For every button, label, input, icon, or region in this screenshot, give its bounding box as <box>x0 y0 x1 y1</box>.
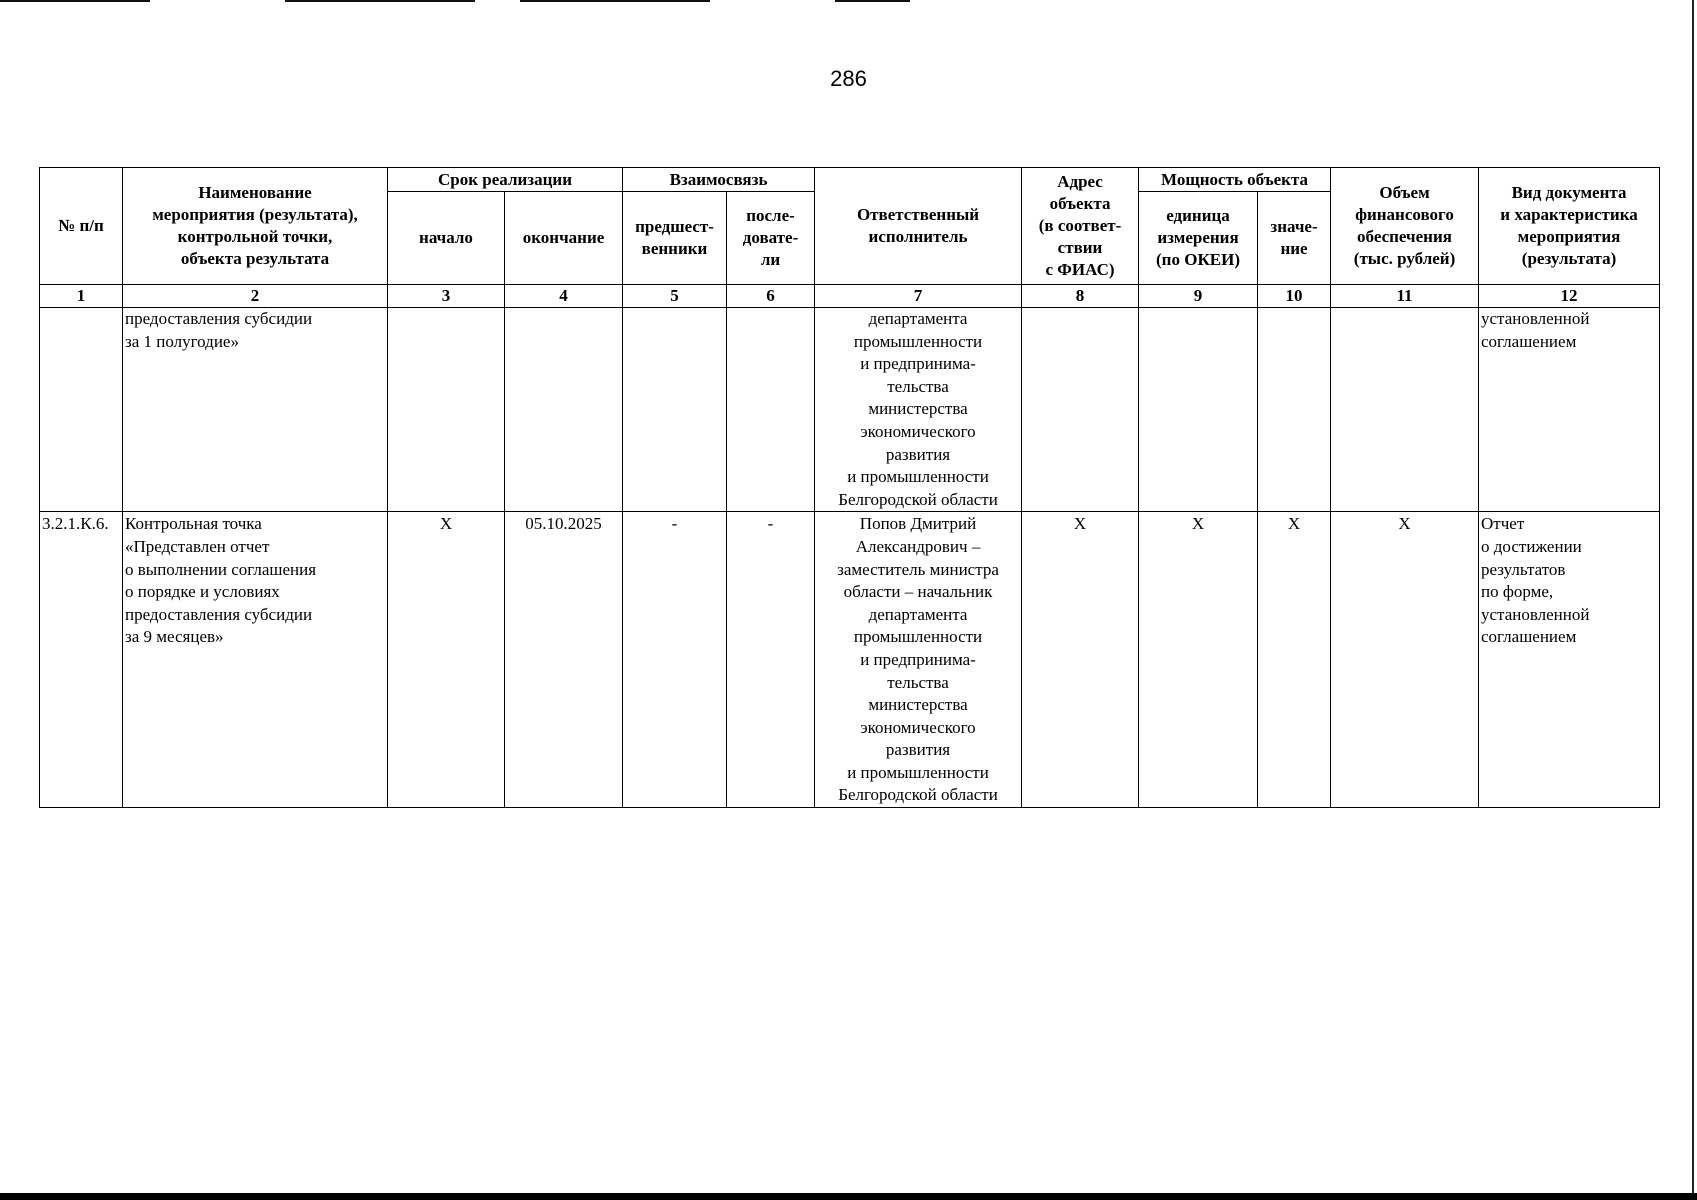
header-col-end: окончание <box>505 192 623 285</box>
table-row <box>40 308 1660 512</box>
column-number: 11 <box>1331 285 1479 308</box>
header-group-link: Взаимосвязь <box>623 168 815 192</box>
scan-artifact-top <box>285 0 475 2</box>
header-col-responsible: Ответственный исполнитель <box>815 168 1022 285</box>
header-row-top <box>40 168 1660 192</box>
column-number: 2 <box>123 285 388 308</box>
row-document: установленной соглашением <box>1479 308 1660 512</box>
row-financing <box>1331 308 1479 512</box>
row-name: Контрольная точка «Представлен отчет о выполнении соглашения о порядке и условиях предоставления субсидии за 9 месяцев» <box>123 512 388 808</box>
measures-table <box>39 167 1660 808</box>
column-number: 5 <box>623 285 727 308</box>
row-successors: - <box>727 512 815 808</box>
header-col-num: № п/п <box>40 168 123 285</box>
row-address <box>1022 308 1139 512</box>
column-number: 1 <box>40 285 123 308</box>
row-name: предоставления субсидии за 1 полугодие» <box>123 308 388 512</box>
header-col-document: Вид документа и характеристика мероприятия (результата) <box>1479 168 1660 285</box>
column-number: 9 <box>1139 285 1258 308</box>
row-start: X <box>388 512 505 808</box>
row-value <box>1258 308 1331 512</box>
header-group-term: Срок реализации <box>388 168 623 192</box>
row-responsible: департамента промышленности и предпринима- тельства министерства экономического развития и промышленности Белгородской области <box>815 308 1022 512</box>
row-predecessors <box>623 308 727 512</box>
column-number: 8 <box>1022 285 1139 308</box>
row-unit <box>1139 308 1258 512</box>
row-number <box>40 308 123 512</box>
scan-artifact-top <box>520 0 710 2</box>
header-col-address: Адрес объекта (в соответ- ствии с ФИАС) <box>1022 168 1139 285</box>
row-number: 3.2.1.К.6. <box>40 512 123 808</box>
row-successors <box>727 308 815 512</box>
row-responsible: Попов Дмитрий Александрович – заместитель министра области – начальник департамента промышленности и предпринима- тельства министерства экономического развития и промышленности Белгородской области <box>815 512 1022 808</box>
scan-edge-right <box>1692 0 1694 1200</box>
header-col-start: начало <box>388 192 505 285</box>
column-number: 12 <box>1479 285 1660 308</box>
row-end <box>505 308 623 512</box>
header-col-name: Наименование мероприятия (результата), контрольной точки, объекта результата <box>123 168 388 285</box>
header-col-value: значе- ние <box>1258 192 1331 285</box>
column-number: 10 <box>1258 285 1331 308</box>
header-col-financing: Объем финансового обеспечения (тыс. рублей) <box>1331 168 1479 285</box>
header-col-unit: единица измерения (по ОКЕИ) <box>1139 192 1258 285</box>
header-col-predecessors: предшест- венники <box>623 192 727 285</box>
scan-artifact-top <box>0 0 150 2</box>
row-address: X <box>1022 512 1139 808</box>
page-number: 286 <box>830 66 867 91</box>
row-financing: X <box>1331 512 1479 808</box>
row-unit: X <box>1139 512 1258 808</box>
row-predecessors: - <box>623 512 727 808</box>
header-col-successors: после- довате- ли <box>727 192 815 285</box>
row-end: 05.10.2025 <box>505 512 623 808</box>
row-start <box>388 308 505 512</box>
header-group-power: Мощность объекта <box>1139 168 1331 192</box>
row-value: X <box>1258 512 1331 808</box>
column-number: 6 <box>727 285 815 308</box>
scan-edge-bottom <box>0 1193 1697 1200</box>
table-row <box>40 512 1660 808</box>
column-number: 3 <box>388 285 505 308</box>
row-document: Отчет о достижении результатов по форме, установленной соглашением <box>1479 512 1660 808</box>
column-number-row <box>40 285 1660 308</box>
column-number: 7 <box>815 285 1022 308</box>
scan-artifact-top <box>835 0 910 2</box>
column-number: 4 <box>505 285 623 308</box>
